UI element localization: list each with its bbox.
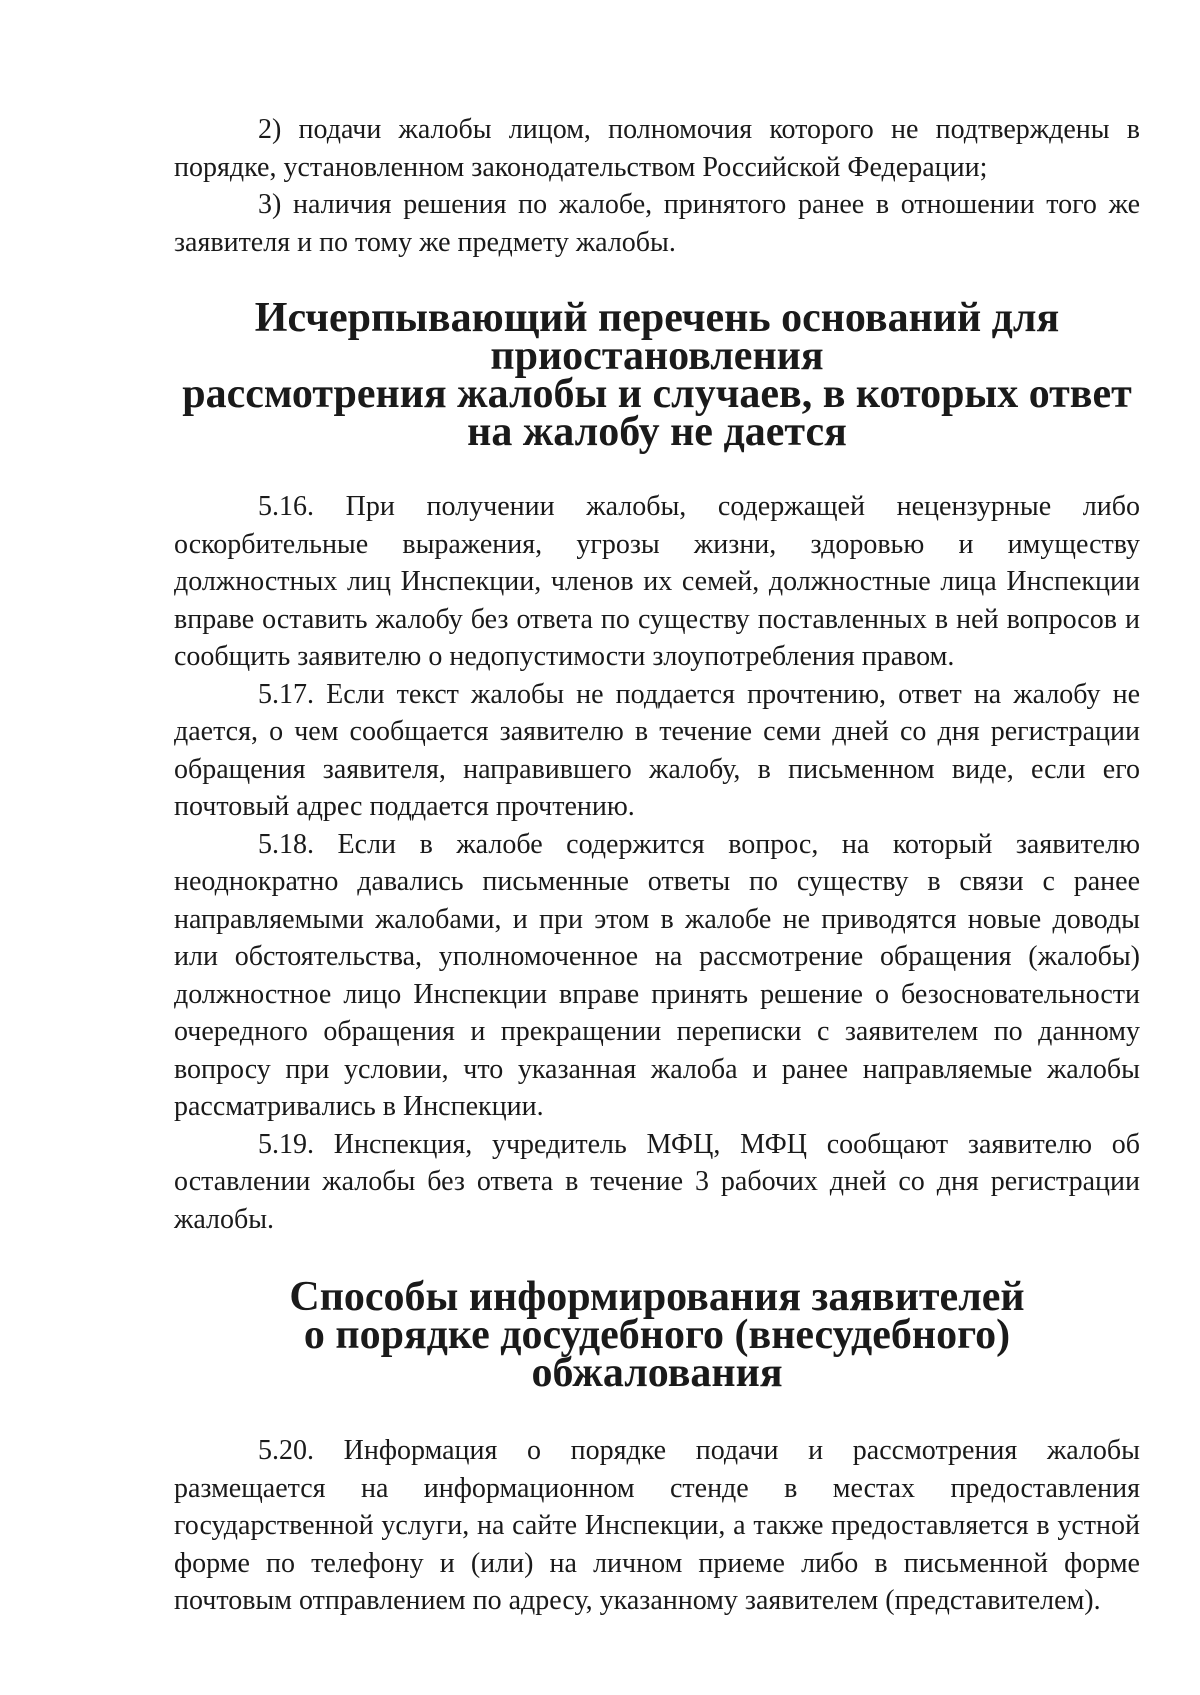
paragraph-5-16: 5.16. При получении жалобы, содержащей нецензурные либо оскорбительные выражения, угрозы жизни, здоровью и имуществу должностных лиц Инспекции, членов их семей, должностные лица Инспекции вправе оставить жалобу без ответа по существу поставленных в ней вопросов и сообщить заявителю о недопустимости злоупотребления правом. bbox=[174, 491, 1140, 672]
section-heading-informing-methods bbox=[174, 1274, 1140, 1396]
heading-line: Исчерпывающий перечень оснований для приостановления bbox=[254, 295, 1060, 379]
heading-line: о порядке досудебного (внесудебного) обжалования bbox=[303, 1312, 1011, 1396]
section-heading-suspension-grounds bbox=[174, 295, 1140, 455]
spacer bbox=[174, 1238, 1140, 1278]
paragraph-5-18: 5.18. Если в жалобе содержится вопрос, на который заявителю неоднократно давались письменные ответы по существу в связи с ранее направляемыми жалобами, и при этом в жалобе не приводятся новые доводы или обстоятельства, уполномоченное на рассмотрение обращения (жалобы) должностное лицо Инспекции вправе принять решение о безосновательности очередного обращения и прекращении переписки с заявителем по данному вопросу при условии, что указанная жалоба и ранее направляемые жалобы рассматривались в Инспекции. bbox=[174, 828, 1140, 1122]
heading-line: рассмотрения жалобы и случаев, в которых ответ на жалобу не дается bbox=[182, 371, 1132, 455]
paragraph-5-17: 5.17. Если текст жалобы не поддается прочтению, ответ на жалобу не дается, о чем сообщается заявителю в течение семи дней со дня регистрации обращения заявителя, направившего жалобу, в письменном виде, если его почтовый адрес поддается прочтению. bbox=[174, 678, 1140, 822]
heading-line: Способы информирования заявителей bbox=[289, 1274, 1025, 1320]
spacer bbox=[174, 261, 1140, 299]
list-item-3: 3) наличия решения по жалобе, принятого ранее в отношении того же заявителя и по тому же предмету жалобы. bbox=[174, 189, 1140, 258]
spacer bbox=[174, 451, 1140, 488]
document-body bbox=[174, 111, 1140, 1620]
list-item-2: 2) подачи жалобы лицом, полномочия которого не подтверждены в порядке, установленном законодательством Российской Федерации; bbox=[174, 114, 1140, 183]
paragraph-5-19: 5.19. Инспекция, учредитель МФЦ, МФЦ сообщают заявителю об оставлении жалобы без ответа в течение 3 рабочих дней со дня регистрации жалобы. bbox=[174, 1128, 1140, 1235]
paragraph-5-20: 5.20. Информация о порядке подачи и рассмотрения жалобы размещается на информационном стенде в местах предоставления государственной услуги, на сайте Инспекции, а также предоставляется в устной форме по телефону и (или) на личном приеме либо в письменной форме почтовым отправлением по адресу, указанному заявителем (представителем). bbox=[174, 1435, 1140, 1616]
spacer bbox=[174, 1392, 1140, 1432]
